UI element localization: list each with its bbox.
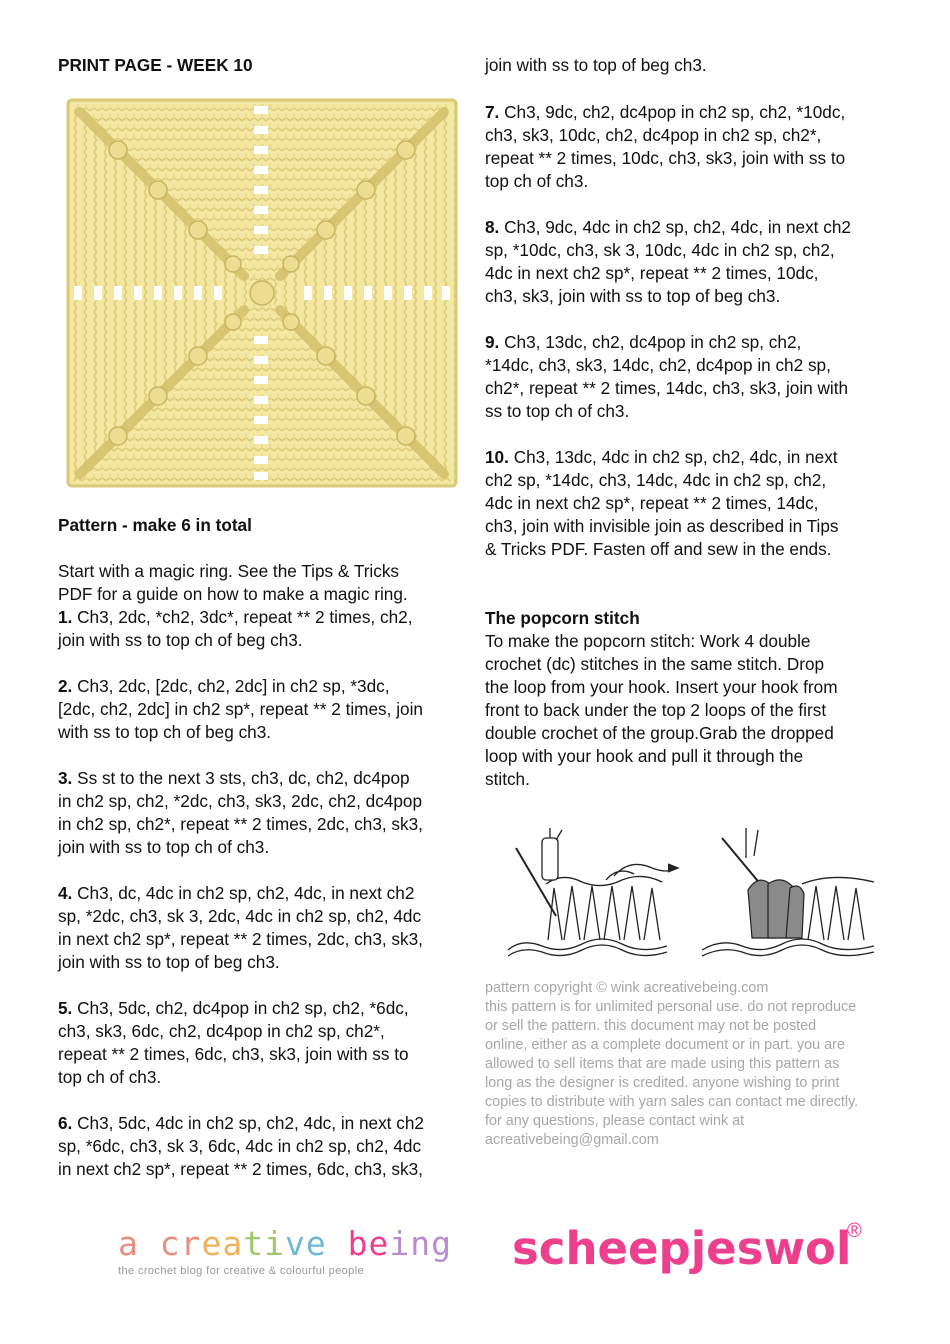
step-text: Ch3, dc, 4dc in ch2 sp, ch2, 4dc, in next ch2 — [77, 883, 415, 903]
step-text: [2dc, ch2, 2dc] in ch2 sp*, repeat ** 2 times, join — [58, 699, 423, 719]
copyright-line: pattern copyright © wink acreativebeing.com — [485, 980, 769, 996]
crochet-square-image — [58, 92, 466, 492]
step-text: Ch3, 13dc, 4dc in ch2 sp, ch2, 4dc, in next — [513, 447, 838, 467]
step-text: sp, *2dc, ch3, sk 3, 2dc, 4dc in ch2 sp, ch2, 4dc — [58, 906, 422, 926]
copyright-notice — [485, 979, 895, 1150]
step-text: ss to top ch of ch3. — [485, 401, 630, 421]
step-text: in ch2 sp, ch2, *2dc, ch3, sk3, 2dc, ch2, dc4pop — [58, 791, 423, 811]
step-text: join with ss to top ch of ch3. — [58, 837, 270, 857]
page-title: PRINT PAGE - WEEK 10 — [58, 55, 253, 75]
step-text: Ch3, 5dc, ch2, dc4pop in ch2 sp, ch2, *6dc, — [77, 998, 409, 1018]
step-text: ch3, sk3, join with ss to top of beg ch3. — [485, 286, 781, 306]
step-number: 4. — [58, 883, 73, 903]
crochet-square-svg — [58, 92, 466, 492]
step-text: Ch3, 9dc, ch2, dc4pop in ch2 sp, ch2, *10dc, — [504, 102, 846, 122]
step-3 — [58, 767, 423, 859]
step-number: 6. — [58, 1113, 73, 1133]
step-number: 8. — [485, 217, 500, 237]
logo-tagline: the crochet blog for creative & colourful people — [118, 1265, 365, 1277]
copyright-line: allowed to sell items that are made using this pattern as — [485, 1056, 840, 1072]
intro-line: PDF for a guide on how to make a magic ring. — [58, 584, 408, 604]
step-text: *14dc, ch3, sk3, 14dc, ch2, dc4pop in ch2 sp, — [485, 355, 831, 375]
step-text: ch3, sk3, 6dc, ch2, dc4pop in ch2 sp, ch2*, — [58, 1021, 385, 1041]
copyright-line: copies to distribute with yarn sales can contact me directly. — [485, 1094, 859, 1110]
copyright-line: online, either as a complete document or in part. you are — [485, 1037, 845, 1053]
step-text: ch3, sk3, 10dc, ch2, dc4pop in ch2 sp, ch2*, — [485, 125, 822, 145]
step-text: Ch3, 2dc, *ch2, 3dc*, repeat ** 2 times, ch2, — [77, 607, 413, 627]
step-number: 5. — [58, 998, 73, 1018]
pattern-heading: Pattern - make 6 in total — [58, 515, 252, 535]
step-text: Ch3, 2dc, [2dc, ch2, 2dc] in ch2 sp, *3dc, — [77, 676, 390, 696]
step-number: 10. — [485, 447, 509, 467]
intro-line: Start with a magic ring. See the Tips & Tricks — [58, 561, 400, 581]
step-10 — [485, 446, 838, 561]
step-5 — [58, 997, 409, 1089]
popcorn-line: To make the popcorn stitch: Work 4 double — [485, 631, 811, 651]
popcorn-line: double crochet of the group.Grab the dropped — [485, 723, 834, 743]
step-9 — [485, 331, 848, 423]
step-text: sp, *6dc, ch3, sk 3, 6dc, 4dc in ch2 sp, ch2, 4dc — [58, 1136, 422, 1156]
step-text: top ch of ch3. — [58, 1067, 162, 1087]
step-text: Ch3, 13dc, ch2, dc4pop in ch2 sp, ch2, — [504, 332, 802, 352]
step-number: 7. — [485, 102, 500, 122]
step-text: repeat ** 2 times, 10dc, ch3, sk3, join with ss to — [485, 148, 846, 168]
step-text: & Tricks PDF. Fasten off and sew in the ends. — [485, 539, 832, 559]
step-text: ch3, join with invisible join as described in Tips — [485, 516, 839, 536]
step-text: 4dc in next ch2 sp*, repeat ** 2 times, 10dc, — [485, 263, 819, 283]
step-6-continuation: join with ss to top of beg ch3. — [485, 55, 707, 75]
copyright-line: for any questions, please contact wink at — [485, 1113, 745, 1129]
step-1 — [58, 606, 412, 652]
step-text: 4dc in next ch2 sp*, repeat ** 2 times, 14dc, — [485, 493, 819, 513]
step-text: ch2*, repeat ** 2 times, 14dc, ch3, sk3, join with — [485, 378, 849, 398]
popcorn-diagram-svg — [502, 828, 880, 962]
copyright-line: or sell the pattern. this document may not be posted — [485, 1018, 817, 1034]
popcorn-section — [485, 607, 838, 791]
step-text: repeat ** 2 times, 6dc, ch3, sk3, join with ss to — [58, 1044, 409, 1064]
step-number: 3. — [58, 768, 73, 788]
step-2 — [58, 675, 423, 744]
logo-wordmark: a creative being — [118, 1224, 452, 1263]
popcorn-diagram — [502, 828, 880, 962]
intro-paragraph — [58, 560, 408, 606]
popcorn-line: crochet (dc) stitches in the same stitch. Drop — [485, 654, 825, 674]
step-4 — [58, 882, 423, 974]
copyright-line: long as the designer is credited. anyone wishing to print — [485, 1075, 840, 1091]
copyright-line: acreativebeing@gmail.com — [485, 1132, 659, 1148]
step-text: sp, *10dc, ch3, sk 3, 10dc, 4dc in ch2 sp, ch2, — [485, 240, 835, 260]
step-text: join with ss to top ch of beg ch3. — [58, 630, 303, 650]
step-8 — [485, 216, 851, 308]
step-text: top ch of ch3. — [485, 171, 589, 191]
step-text: Ch3, 9dc, 4dc in ch2 sp, ch2, 4dc, in next ch2 — [504, 217, 851, 237]
scheepjeswol-logo — [512, 1218, 872, 1288]
logo-wordmark: scheepjeswol — [512, 1222, 852, 1275]
step-number: 2. — [58, 676, 73, 696]
step-number: 1. — [58, 607, 73, 627]
step-6 — [58, 1112, 424, 1181]
popcorn-line: loop with your hook and pull it through the — [485, 746, 804, 766]
step-text: in ch2 sp, ch2*, repeat ** 2 times, 2dc, ch3, sk3, — [58, 814, 423, 834]
registered-mark: ® — [847, 1220, 862, 1242]
copyright-line: this pattern is for unlimited personal use. do not reproduce — [485, 999, 857, 1015]
step-text: join with ss to top of beg ch3. — [58, 952, 280, 972]
popcorn-line: the loop from your hook. Insert your hook from — [485, 677, 838, 697]
a-creative-being-logo — [118, 1224, 452, 1285]
step-text: ch2 sp, *14dc, ch3, 14dc, 4dc in ch2 sp, ch2, — [485, 470, 827, 490]
popcorn-heading: The popcorn stitch — [485, 608, 640, 628]
step-text: Ch3, 5dc, 4dc in ch2 sp, ch2, 4dc, in next ch2 — [77, 1113, 424, 1133]
step-text: in next ch2 sp*, repeat ** 2 times, 6dc, ch3, sk3, — [58, 1159, 423, 1179]
step-text: Ss st to the next 3 sts, ch3, dc, ch2, dc4pop — [77, 768, 410, 788]
step-7 — [485, 101, 845, 193]
step-text: with ss to top ch of beg ch3. — [58, 722, 272, 742]
step-text: in next ch2 sp*, repeat ** 2 times, 2dc, ch3, sk3, — [58, 929, 423, 949]
popcorn-line: front to back under the top 2 loops of the first — [485, 700, 827, 720]
step-number: 9. — [485, 332, 500, 352]
popcorn-line: stitch. — [485, 769, 530, 789]
